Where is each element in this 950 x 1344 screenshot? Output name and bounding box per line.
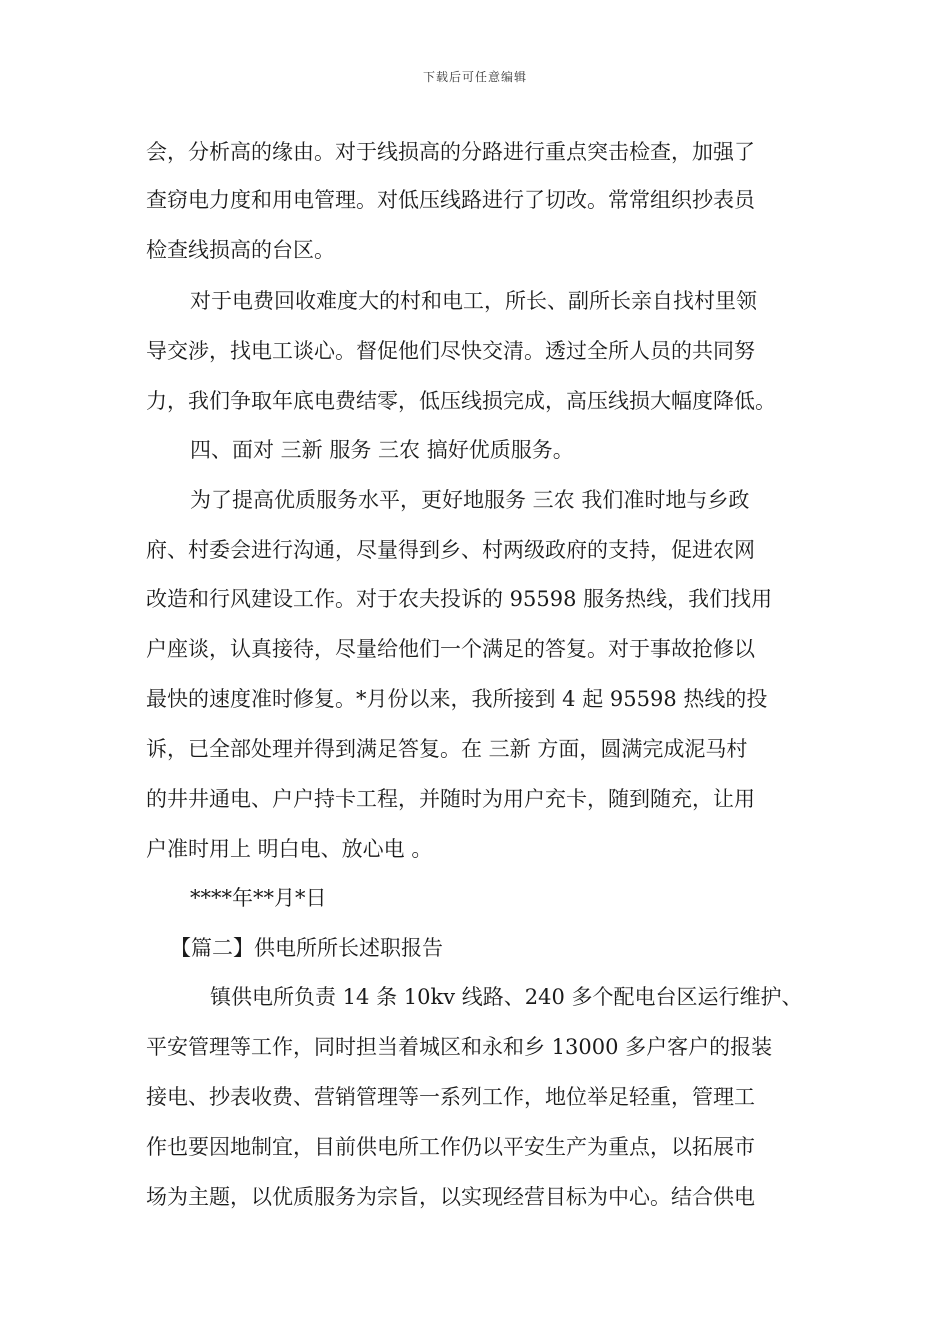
body-line: 户座谈，认真接待，尽量给他们一个满足的答复。对于事故抢修以 bbox=[146, 637, 755, 661]
page-header-note: 下载后可任意编辑 bbox=[422, 70, 527, 84]
body-line: 改造和行风建设工作。对于农夫投诉的 95598 服务热线，我们找用 bbox=[146, 587, 773, 611]
body-line: 接电、抄表收费、营销管理等一系列工作，地位举足轻重，管理工 bbox=[146, 1085, 755, 1109]
date-line: ****年**月*日 bbox=[190, 886, 327, 910]
body-line: 力，我们争取年底电费结零，低压线损完成，高压线损大幅度降低。 bbox=[146, 389, 776, 413]
body-line: 作也要因地制宜，目前供电所工作仍以平安生产为重点，以拓展市 bbox=[146, 1135, 755, 1159]
paragraph-first-line: 对于电费回收难度大的村和电工，所长、副所长亲自找村里领 bbox=[190, 289, 757, 313]
body-line: 导交涉，找电工谈心。督促他们尽快交清。透过全所人员的共同努 bbox=[146, 339, 755, 363]
body-line: 诉，已全部处理并得到满足答复。在 三新 方面，圆满完成泥马村 bbox=[146, 737, 748, 761]
body-line: 府、村委会进行沟通，尽量得到乡、村两级政府的支持，促进农网 bbox=[146, 538, 755, 562]
paragraph-first-line: 为了提高优质服务水平，更好地服务 三农 我们准时地与乡政 bbox=[190, 488, 750, 512]
body-line: 查窃电力度和用电管理。对低压线路进行了切改。常常组织抄表员 bbox=[146, 188, 755, 212]
body-line: 最快的速度准时修复。*月份以来，我所接到 4 起 95598 热线的投 bbox=[146, 687, 768, 711]
body-line: 检查线损高的台区。 bbox=[146, 238, 335, 262]
section-heading: 四、面对 三新 服务 三农 搞好优质服务。 bbox=[190, 438, 574, 462]
body-line: 的井井通电、户户持卡工程，并随时为用户充卡，随到随充，让用 bbox=[146, 787, 755, 811]
body-line: 场为主题，以优质服务为宗旨，以实现经营目标为中心。结合供电 bbox=[146, 1185, 755, 1209]
body-line: 平安管理等工作，同时担当着城区和永和乡 13000 多户客户的报装 bbox=[146, 1035, 773, 1059]
paragraph-first-line: 镇供电所负责 14 条 10kv 线路、240 多个配电台区运行维护、 bbox=[210, 985, 803, 1009]
section-title: 【篇二】供电所所长述职报告 bbox=[170, 936, 443, 960]
body-line: 户准时用上 明白电、放心电 。 bbox=[146, 837, 433, 861]
body-line: 会，分析高的缘由。对于线损高的分路进行重点突击检查，加强了 bbox=[146, 140, 755, 164]
